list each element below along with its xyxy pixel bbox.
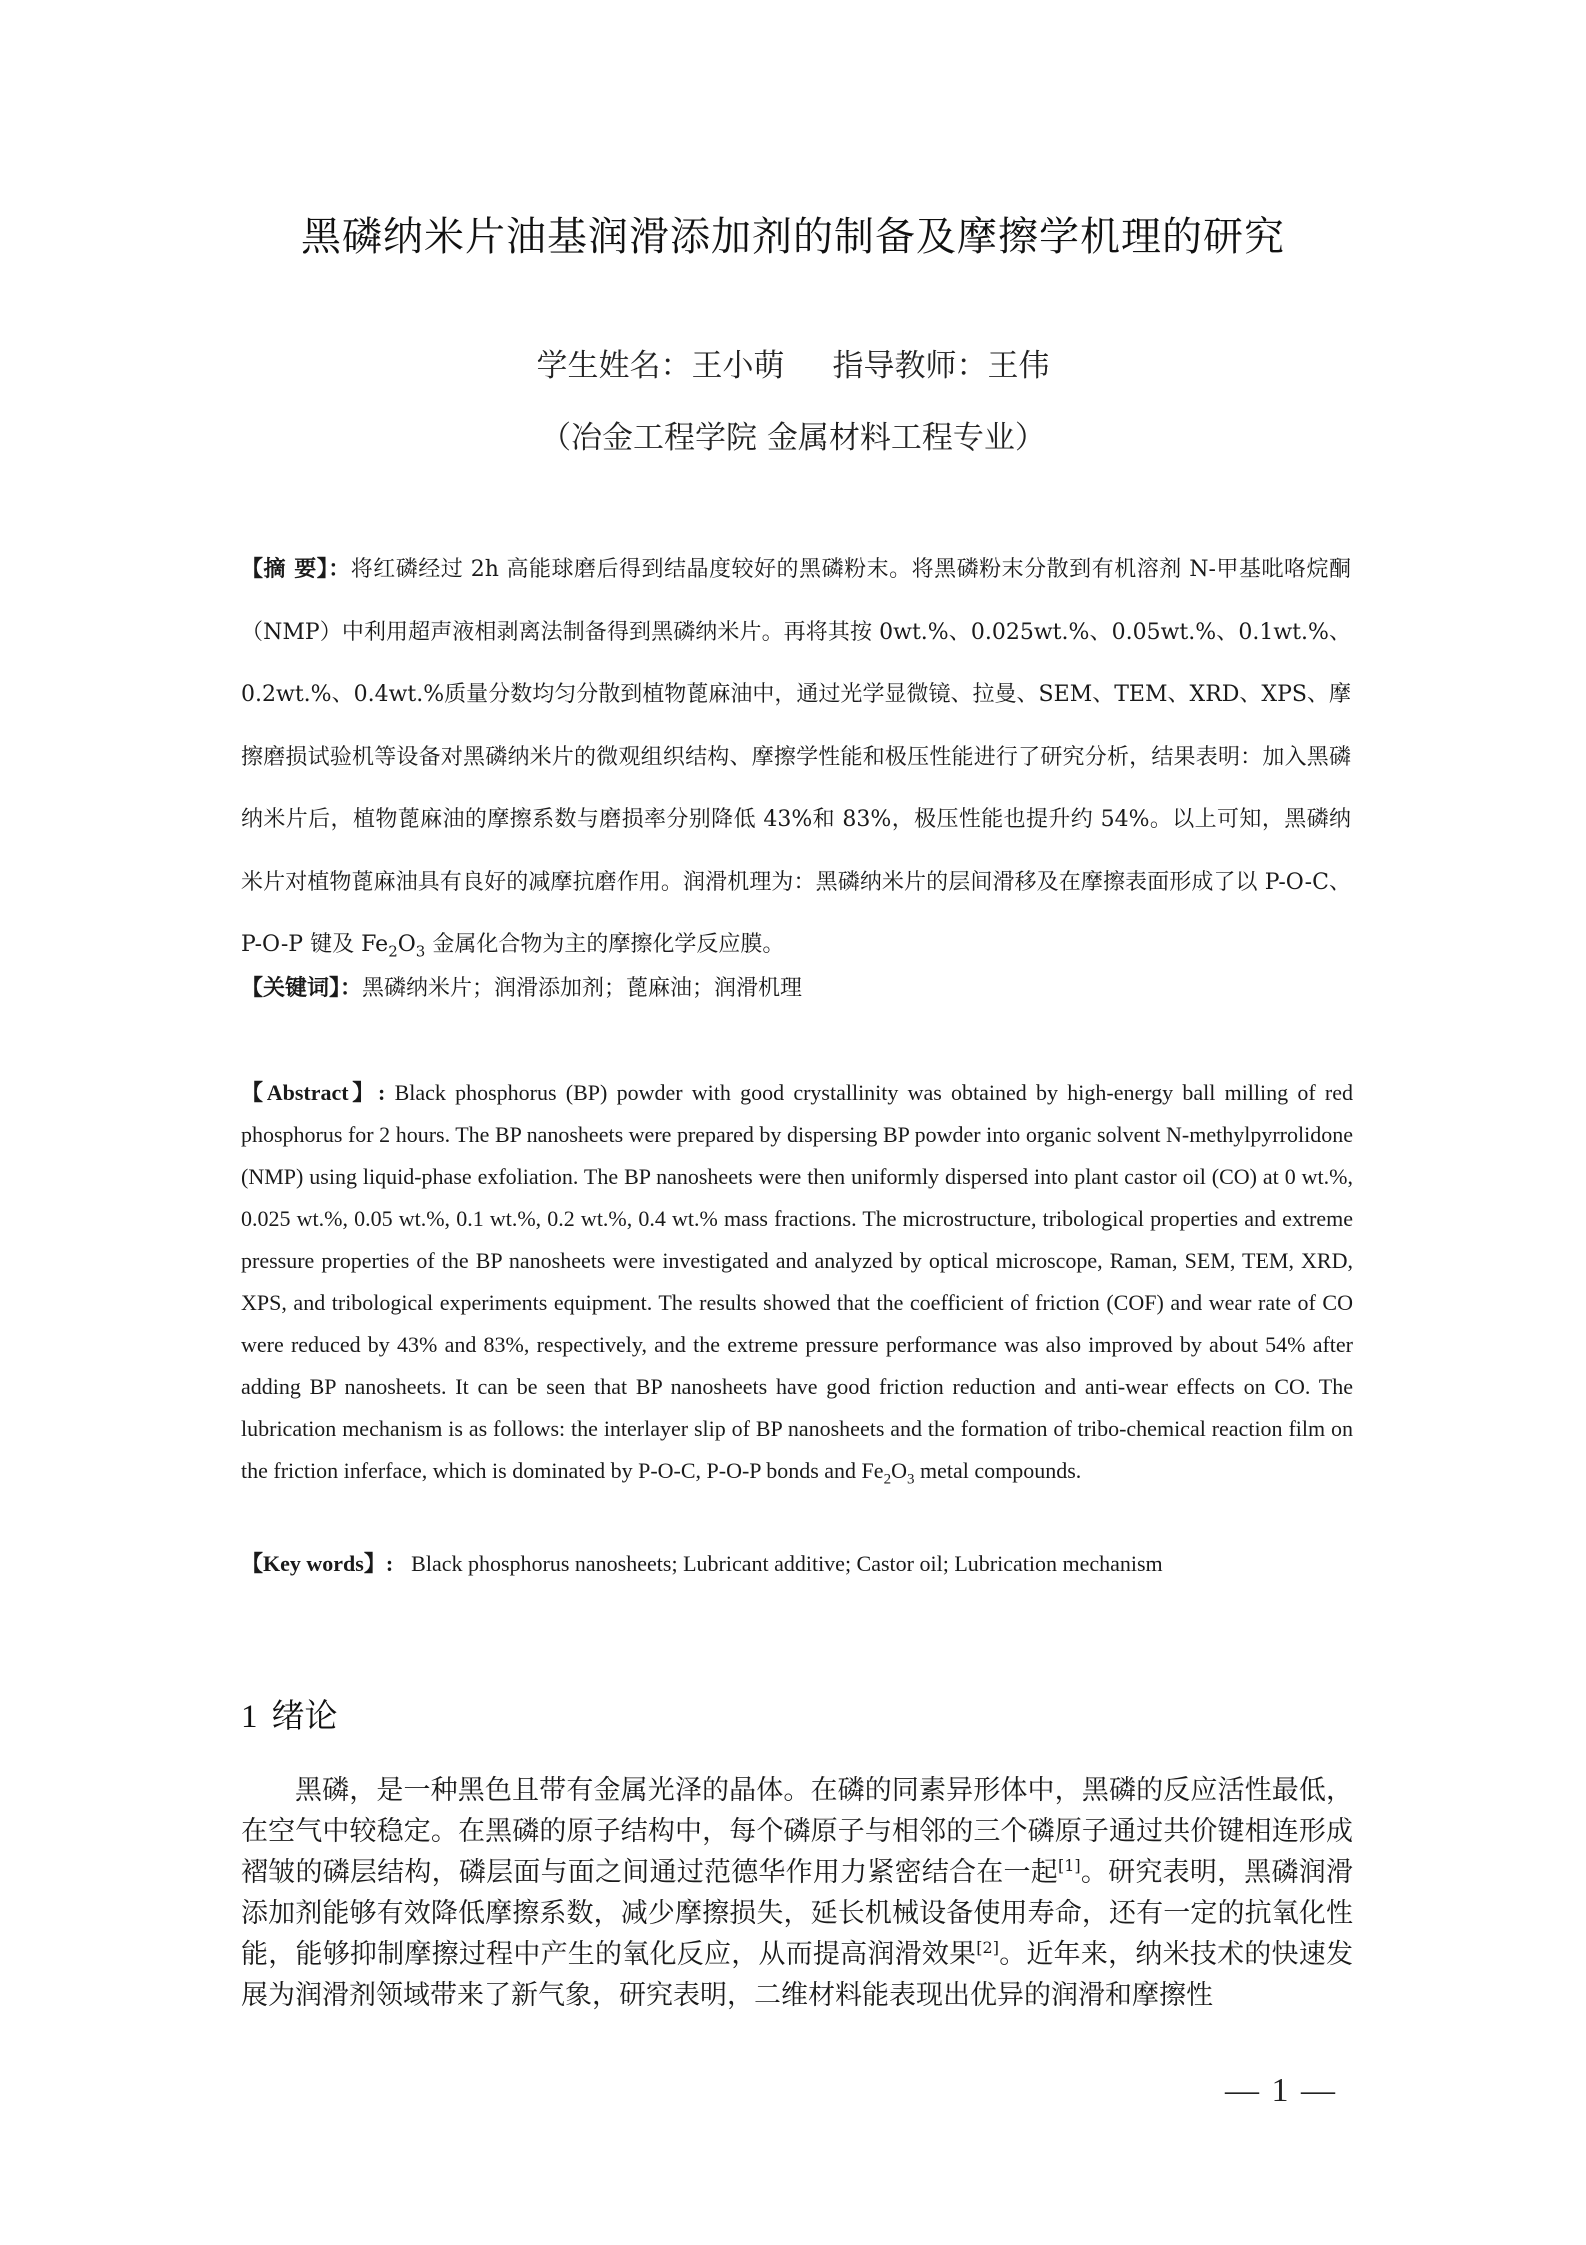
body-paragraph: [241, 1770, 1353, 2016]
keywords-cn-label: 【关键词】：: [241, 975, 363, 1001]
abstract-cn-text: 将红磷经过 2h 高能球磨后得到结晶度较好的黑磷粉末。将黑磷粉末分散到有机溶剂 N-甲基吡咯烷酮（NMP）中利用超声液相剥离法制备得到黑磷纳米片。再将其按 0wt.%、0.025wt.%、0.05wt.%、0.1wt.%、0.2wt.%、0.4wt.%质量分数均匀分散到植物蓖麻油中，通过光学显微镜、拉曼、SEM、TEM、XRD、XPS、摩擦磨损试验机等设备对黑磷纳米片的微观组织结构、摩擦学性能和极压性能进行了研究分析，结果表明：加入黑磷纳米片后，植物蓖麻油的摩擦系数与磨损率分别降低 43%和 83%，极压性能也提升约 54%。以上可知，黑磷纳米片对植物蓖麻油具有良好的减摩抗磨作用。润滑机理为：黑磷纳米片的层间滑移及在摩擦表面形成了以 P-O-C、P-O-P 键及 Fe: [241, 557, 1351, 957]
paper-title: 黑磷纳米片油基润滑添加剂的制备及摩擦学机理的研究: [301, 214, 1285, 260]
keywords-cn-text: 黑磷纳米片；润滑添加剂；蓖麻油；润滑机理: [362, 976, 803, 1001]
abstract-english: [241, 1072, 1353, 1492]
section-heading: [241, 1690, 338, 1737]
advisor-name: 指导教师：王伟: [832, 348, 1050, 384]
abstract-chinese: [241, 538, 1351, 977]
abstract-cn-text: O: [397, 932, 416, 957]
abstract-cn-label: 【摘 要】：: [241, 556, 351, 582]
subscript: 2: [388, 942, 398, 961]
subscript: 3: [906, 1471, 915, 1488]
subscript: 3: [415, 942, 426, 961]
affiliation: （冶金工程学院 金属材料工程专业）: [540, 420, 1046, 456]
subscript: 2: [883, 1471, 892, 1488]
keywords-english: [241, 1546, 1353, 1582]
author-line: [0, 340, 1586, 385]
section-title: 绪论: [271, 1696, 338, 1735]
body-text: 黑磷，是一种黑色且带有金属光泽的晶体。在磷的同素异形体中，黑磷的反应活性最低，在空气中较稳定。在黑磷的原子结构中，每个磷原子与相邻的三个磷原子通过共价键相连形成褶皱的磷层结构，磷层面与面之间通过范德华作用力紧密结合在一起: [241, 1775, 1353, 1888]
abstract-en-text: metal compounds.: [914, 1458, 1082, 1483]
page-number: — 1 —: [1225, 2072, 1337, 2109]
keywords-en-text: Black phosphorus nanosheets; Lubricant additive; Castor oil; Lubrication mechanism: [411, 1551, 1163, 1576]
keywords-en-label: 【Key words】:: [241, 1551, 394, 1576]
body-text: 。近年来，纳米技术的快速发展为润滑剂领域带来了新气象，研究表明，二维材料能表现出优异的润滑和摩擦性: [241, 1939, 1353, 2011]
section-number: 1: [241, 1699, 258, 1735]
abstract-en-text: Black phosphorus (BP) powder with good crystallinity was obtained by high-energy ball milling of red phosphorus for 2 hours. The BP nanosheets were prepared by dispersing BP powder into organic solvent N-methylpyrrolidone (NMP) using liquid-phase exfoliation. The BP nanosheets were then uniformly dispersed into plant castor oil (CO) at 0 wt.%, 0.025 wt.%, 0.05 wt.%, 0.1 wt.%, 0.2 wt.%, 0.4 wt.% mass fractions. The microstructure, tribological properties and extreme pressure properties of the BP nanosheets were investigated and analyzed by optical microscope, Raman, SEM, TEM, XRD, XPS, and tribological experiments equipment. The results showed that the coefficient of friction (COF) and wear rate of CO were reduced by 43% and 83%, respectively, and the extreme pressure performance was also improved by about 54% after adding BP nanosheets. It can be seen that BP nanosheets have good friction reduction and anti-wear effects on CO. The lubrication mechanism is as follows: the interlayer slip of BP nanosheets and the formation of tribo-chemical reaction film on the friction inferface, which is dominated by P-O-C, P-O-P bonds and Fe: [241, 1080, 1353, 1483]
abstract-cn-text: 金属化合物为主的摩擦化学反应膜。: [425, 932, 785, 957]
citation-ref[interactable]: [1]: [1058, 1856, 1081, 1875]
student-name: 学生姓名：王小萌: [536, 348, 785, 384]
keywords-chinese: [241, 970, 1351, 1007]
body-text: 。研究表明，黑磷润滑添加剂能够有效降低摩擦系数，减少摩擦损失，延长机械设备使用寿命，还有一定的抗氧化性能，能够抑制摩擦过程中产生的氧化反应，从而提高润滑效果: [241, 1857, 1354, 1970]
abstract-en-label: 【Abstract】:: [241, 1080, 386, 1105]
citation-ref[interactable]: [2]: [976, 1938, 999, 1957]
abstract-en-text: O: [891, 1458, 907, 1483]
